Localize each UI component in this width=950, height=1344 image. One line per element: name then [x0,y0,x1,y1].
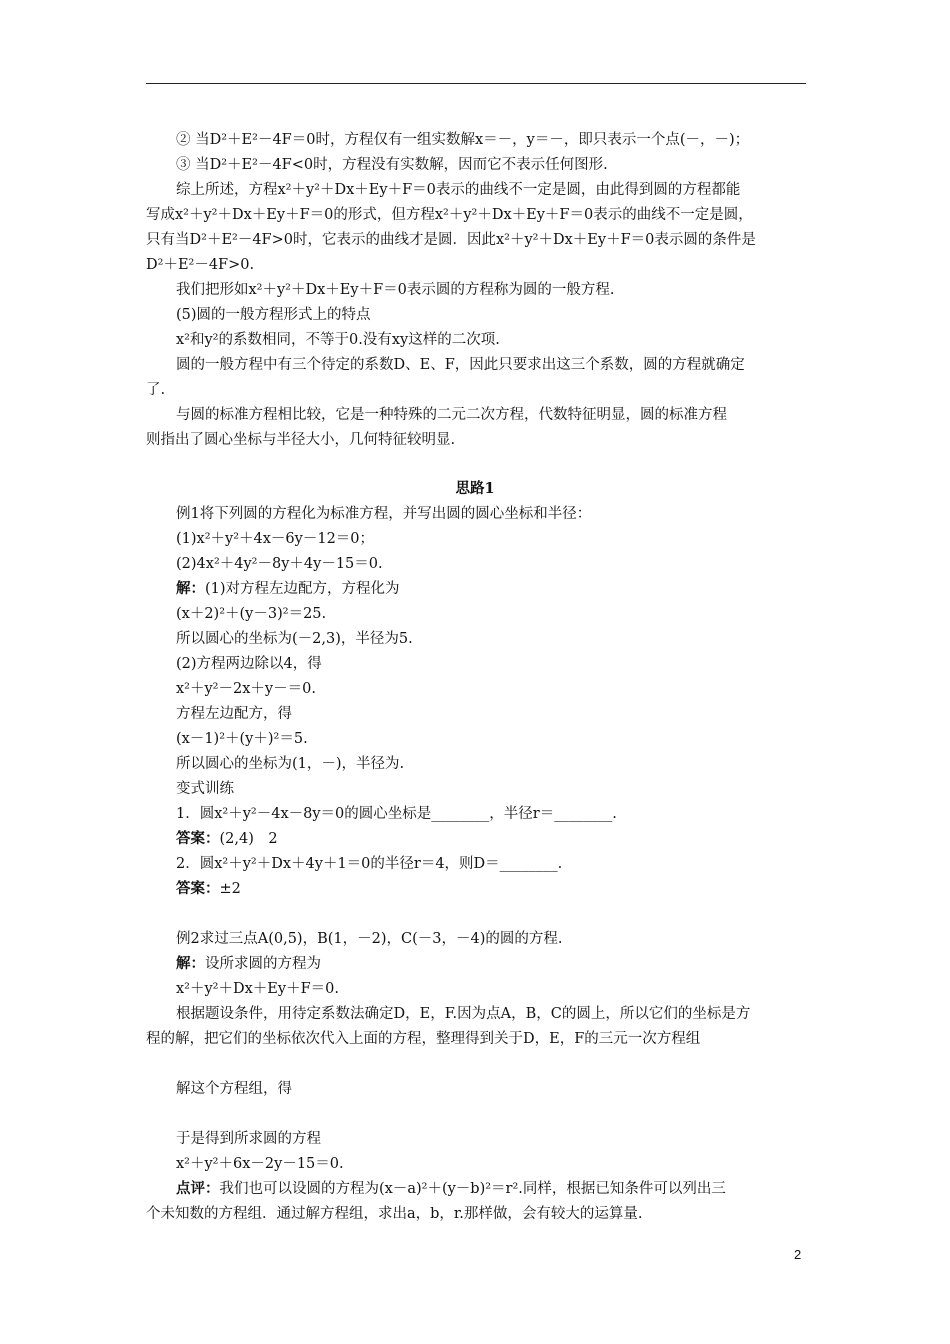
text-line: 圆的一般方程中有三个待定的系数D、E、F，因此只要求出这三个系数，圆的方程就确定 [176,357,745,373]
text-line: 于是得到所求圆的方程 [176,1131,321,1147]
text-line: 所以圆心的坐标为(－2,3)，半径为5. [176,631,413,647]
text-line [176,830,278,848]
text-line: 变式训练 [176,781,234,797]
text-line: ③ 当D²＋E²－4F<0时，方程没有实数解，因而它不表示任何图形. [176,157,608,173]
text-line: ② 当D²＋E²－4F＝0时，方程仅有一组实数解x＝－，y＝－，即只表示一个点(－，－)； [176,132,750,148]
text-line: 1．圆x²＋y²－4x－8y＝0的圆心坐标是________，半径r＝________. [176,806,617,822]
text-line: (2)方程两边除以4，得 [176,656,322,672]
text-line: 所以圆心的坐标为(1，－)，半径为. [176,756,405,772]
text-run: (1)对方程左边配方，方程化为 [205,581,400,597]
text-line: 我们把形如x²＋y²＋Dx＋Ey＋F＝0表示圆的方程称为圆的一般方程. [176,282,615,298]
text-run: ±2 [219,881,241,897]
text-line: x²＋y²＋Dx＋Ey＋F＝0. [176,981,339,997]
text-line: x²和y²的系数相同，不等于0.没有xy这样的二次项. [176,332,500,348]
text-line: 例1将下列圆的方程化为标准方程，并写出圆的圆心坐标和半径： [176,506,592,522]
bold-label: 点评： [176,1180,220,1197]
text-line: x²＋y²－2x＋y－＝0. [176,681,316,697]
text-run: (2,4) 2 [219,831,278,847]
text-line: (2)4x²＋4y²－8y＋4y－15＝0. [176,556,383,572]
text-line: 只有当D²＋E²－4F>0时，它表示的曲线才是圆．因此x²＋y²＋Dx＋Ey＋F＝0表示圆的条件是 [146,232,756,248]
text-line: 解这个方程组，得 [176,1081,292,1097]
text-line: 则指出了圆心坐标与半径大小，几何特征较明显. [146,432,456,448]
bold-label: 解： [176,580,205,597]
text-line: (5)圆的一般方程形式上的特点 [176,307,371,323]
text-line [176,955,321,973]
text-line: D²＋E²－4F>0. [146,257,255,273]
text-line: x²＋y²＋6x－2y－15＝0. [176,1156,344,1172]
text-line [176,880,241,898]
bold-label: 答案： [176,830,220,847]
text-line: (1)x²＋y²＋4x－6y－12＝0； [176,531,375,547]
bold-label: 解： [176,955,205,972]
section-heading: 思路1 [455,480,495,497]
text-line: 写成x²＋y²＋Dx＋Ey＋F＝0的形式，但方程x²＋y²＋Dx＋Ey＋F＝0表示的曲线不一定是圆， [146,207,753,223]
text-line: 综上所述，方程x²＋y²＋Dx＋Ey＋F＝0表示的曲线不一定是圆，由此得到圆的方程都能 [176,182,741,198]
text-line: 了. [146,382,166,398]
text-line: 程的解，把它们的坐标依次代入上面的方程，整理得到关于D，E，F的三元一次方程组 [146,1031,701,1047]
text-line: 根据题设条件，用待定系数法确定D，E，F.因为点A，B，C的圆上，所以它们的坐标是方 [176,1006,751,1022]
text-line: 例2求过三点A(0,5)，B(1，－2)，C(－3，－4)的圆的方程. [176,931,563,947]
text-run: 我们也可以设圆的方程为(x－a)²＋(y－b)²＝r².同样，根据已知条件可以列出三 [219,1181,726,1197]
text-run: 设所求圆的方程为 [205,956,321,972]
text-line: 2．圆x²＋y²＋Dx＋4y＋1＝0的半径r＝4，则D＝________. [176,856,563,872]
text-line: (x－1)²＋(y＋)²＝5. [176,731,308,747]
text-line: (x＋2)²＋(y－3)²＝25. [176,606,327,622]
text-line: 与圆的标准方程相比较，它是一种特殊的二元二次方程，代数特征明显，圆的标准方程 [176,407,727,423]
text-line [176,580,400,598]
text-line: 个未知数的方程组．通过解方程组，求出a，b，r.那样做，会有较大的运算量. [146,1206,643,1222]
text-line: 方程左边配方，得 [176,706,292,722]
header-rule [146,83,806,84]
text-line [176,1180,726,1198]
page-number: 2 [794,1247,802,1262]
bold-label: 答案： [176,880,220,897]
